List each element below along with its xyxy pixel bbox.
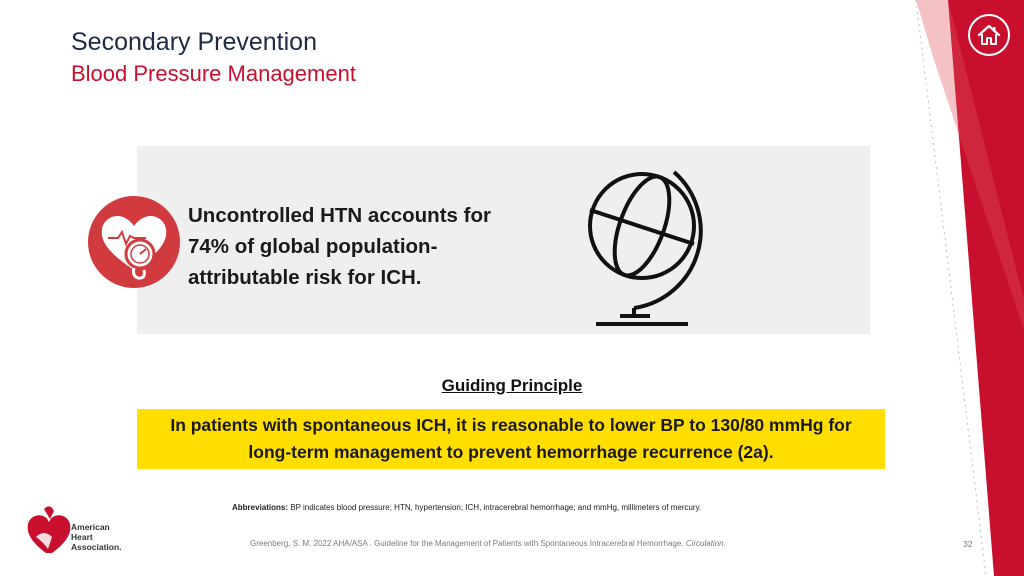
page-subtitle: Blood Pressure Management xyxy=(71,61,356,86)
page-number: 32 xyxy=(963,539,973,549)
citation-journal: Circulation. xyxy=(685,539,726,548)
citation-main: Greenberg, S. M. 2022 AHA/ASA . Guideline for the Management of Patients with Spontaneous Intracerebral Hemorrhage. xyxy=(250,539,684,548)
logo-line-3: Association. xyxy=(71,542,122,552)
htn-line-1: Uncontrolled HTN accounts for xyxy=(188,204,491,227)
htn-line-3: attributable risk for ICH. xyxy=(188,266,422,289)
htn-statement xyxy=(188,200,538,293)
abbreviations-label: Abbreviations: xyxy=(232,503,289,512)
guiding-line-1: In patients with spontaneous ICH, it is reasonable to lower BP to 130/80 mmHg for xyxy=(170,415,852,435)
guiding-principle-box xyxy=(137,409,885,469)
home-button[interactable] xyxy=(968,14,1010,56)
logo-line-2: Heart xyxy=(71,532,93,542)
globe-icon xyxy=(570,158,720,334)
logo-line-1: American xyxy=(71,522,110,532)
guiding-line-2: long-term management to prevent hemorrhage recurrence (2a). xyxy=(248,442,774,462)
page-title: Secondary Prevention xyxy=(71,28,317,56)
corner-decoration xyxy=(914,0,1024,576)
abbreviations-text: BP indicates blood pressure; HTN, hypertension; ICH, intracerebral hemorrhage; and mmHg, millimeters of mercury. xyxy=(290,503,702,512)
aha-logo-text xyxy=(71,522,122,552)
abbreviations-note xyxy=(232,503,701,512)
heart-badge xyxy=(88,196,180,288)
heart-blood-pressure-icon xyxy=(88,196,180,288)
htn-line-2: 74% of global population- xyxy=(188,235,438,258)
guiding-principle-label: Guiding Principle xyxy=(441,376,583,395)
citation xyxy=(250,539,726,548)
home-icon xyxy=(977,23,1001,47)
